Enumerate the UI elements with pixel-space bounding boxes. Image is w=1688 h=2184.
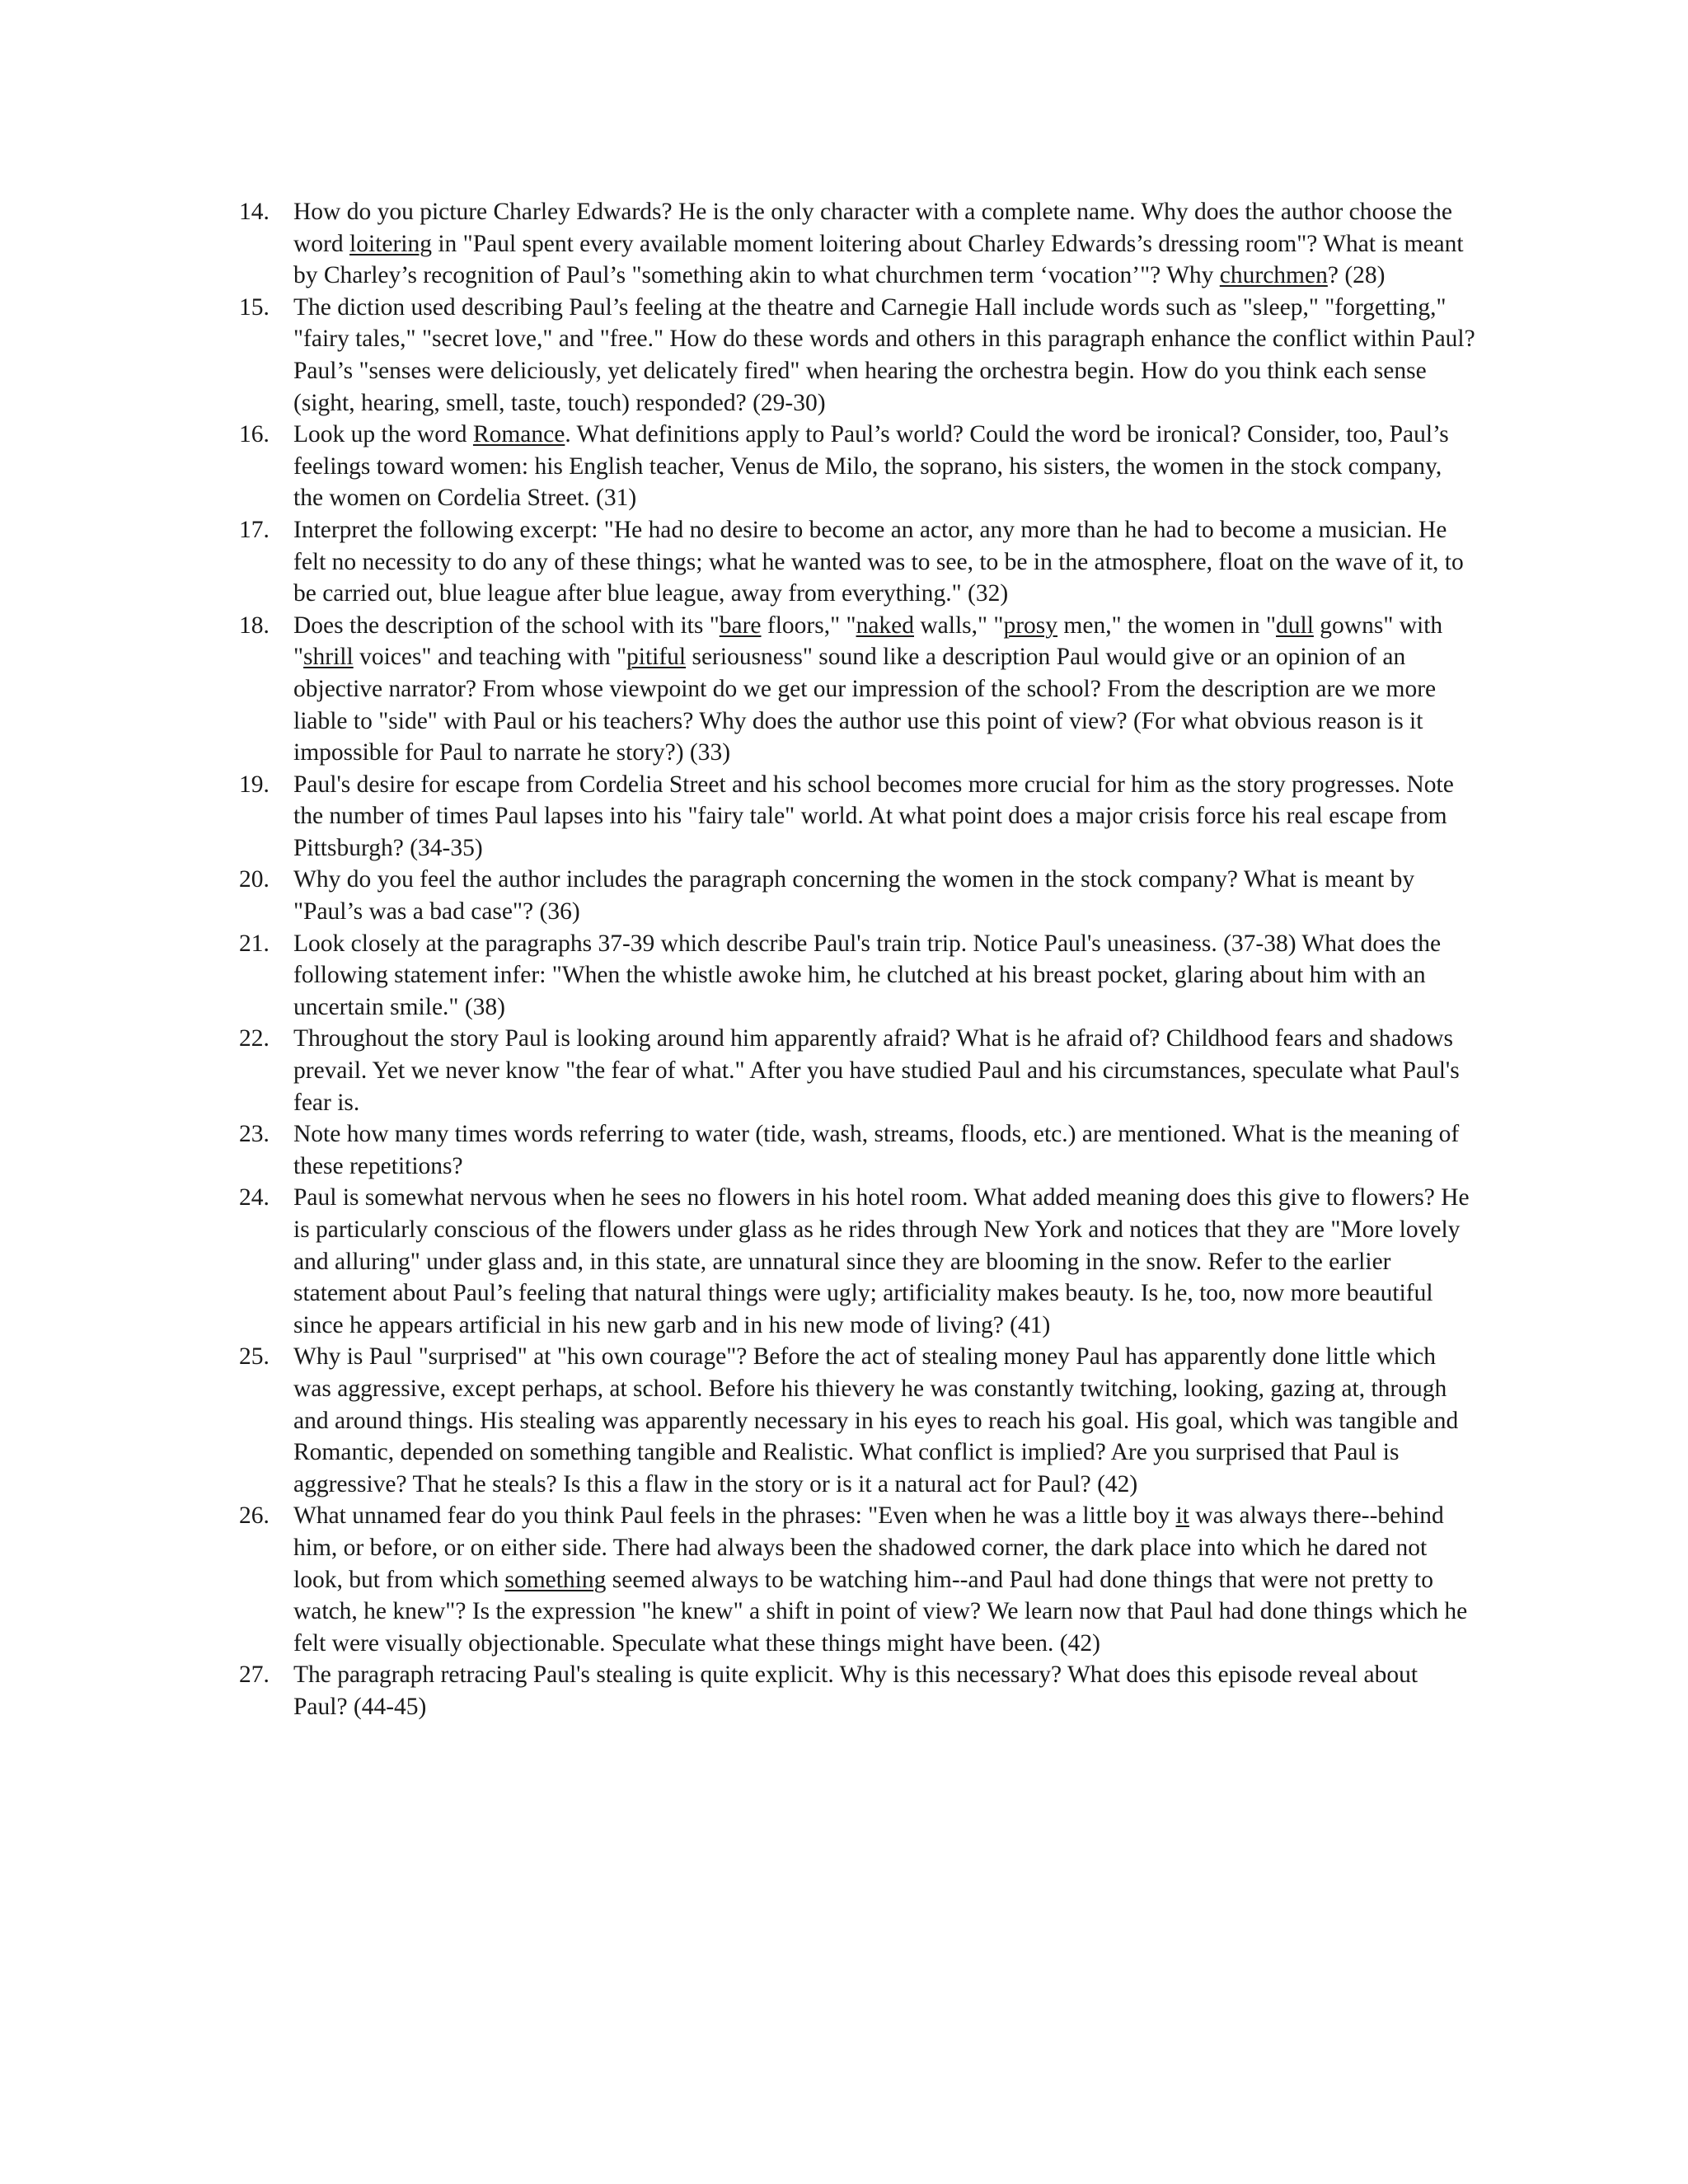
question-text-segment: Interpret the following excerpt: "He had no desire to become an actor, any more than he had to become a musician. He felt no necessity to do any of these things; what he wanted was to see, to be in the atmosphere, float on the wave of it, to be carried out, blue league after blue league, away from everything." (32) xyxy=(293,516,1464,607)
question-text xyxy=(293,1023,1475,1118)
question-text-segment: How do you picture Charley Edwards? He is the only character with a complete name. Why does the author choose the word xyxy=(293,199,1452,257)
question-item xyxy=(239,928,1475,1024)
question-item xyxy=(239,610,1475,769)
question-text xyxy=(293,1182,1475,1341)
question-text xyxy=(293,769,1475,865)
question-text-segment: ? (28) xyxy=(1327,262,1386,289)
question-number: 22. xyxy=(239,1025,270,1052)
question-text xyxy=(293,1500,1475,1659)
question-text-segment: seriousness" sound like a description Paul would give or an opinion of an objective narrator? From whose viewpoint do we get our impression of the school? From the description are we more liable to "side" with Paul or his teachers? Why does the author use this point of view? (For what obvious reason is it impossible for Paul to narrate he story?) (33) xyxy=(293,644,1437,766)
question-item xyxy=(239,864,1475,927)
question-text xyxy=(293,292,1475,419)
question-number: 27. xyxy=(239,1661,270,1689)
question-text-segment: Why do you feel the author includes the paragraph concerning the women in the stock company? What is meant by "Paul’s was a bad case"? (36) xyxy=(293,866,1415,926)
question-text-segment: Throughout the story Paul is looking around him apparently afraid? What is he afraid of? Childhood fears and shadows prevail. Yet we never know "the fear of what." After you have studied Paul and his circumstances, speculate what Paul's fear is. xyxy=(293,1025,1460,1116)
question-number: 24. xyxy=(239,1184,270,1212)
question-item xyxy=(239,419,1475,514)
underlined-term: loitering xyxy=(349,230,432,257)
question-text xyxy=(293,1118,1475,1182)
question-text xyxy=(293,610,1475,769)
question-item xyxy=(239,1118,1475,1182)
question-item xyxy=(239,769,1475,865)
question-text-segment: gowns" with " xyxy=(293,612,1443,671)
underlined-term: dull xyxy=(1276,612,1314,639)
question-text-segment: Paul is somewhat nervous when he sees no flowers in his hotel room. What added meaning does this give to flowers? He is particularly conscious of the flowers under glass as he rides through New York and notices that they are "More lovely and alluring" under glass and, in this state, are unnatural since they are blooming in the snow. Refer to the earlier statement about Paul’s feeling that natural things were ugly; artificiality makes beauty. Is he, too, now more beautiful since he appears artificial in his new garb and in his new mode of living? (41) xyxy=(293,1184,1470,1338)
underlined-term: pitiful xyxy=(626,644,687,671)
question-number: 23. xyxy=(239,1121,270,1148)
question-number: 21. xyxy=(239,930,270,957)
question-text xyxy=(293,196,1475,292)
question-number: 14. xyxy=(239,199,270,225)
underlined-term: naked xyxy=(856,612,914,639)
question-text-segment: in "Paul spent every available moment loitering about Charley Edwards’s dressing room"? What is meant by Charley’s recognition of Paul’s "something akin to what churchmen term ‘vocation’"? Why xyxy=(293,230,1464,289)
question-text-segment: voices" and teaching with " xyxy=(353,644,626,671)
question-item xyxy=(239,292,1475,419)
question-text xyxy=(293,928,1475,1024)
question-item xyxy=(239,1500,1475,1659)
question-item xyxy=(239,196,1475,292)
question-item xyxy=(239,514,1475,610)
question-text-segment: seemed always to be watching him--and Paul had done things that were not pretty to watch, he knew"? Is the expression "he knew" a shift in point of view? We learn now that Paul had done things which he felt were visually objectionable. Speculate what these things might have been. (42) xyxy=(293,1566,1468,1657)
underlined-term: churchmen xyxy=(1219,262,1328,289)
question-text-segment: Look up the word xyxy=(293,421,473,448)
question-text-segment: Why is Paul "surprised" at "his own courage"? Before the act of stealing money Paul has apparently done little which was aggressive, except perhaps, at school. Before his thievery he was constantly twitching, looking, gazing at, through and around things. His stealing was apparently necessary in his eyes to reach his goal. His goal, which was tangible and Romantic, depended on something tangible and Realistic. What conflict is implied? Are you surprised that Paul is aggressive? That he steals? Is this a flaw in the story or is it a natural act for Paul? (42) xyxy=(293,1343,1459,1497)
question-text-segment: walls," " xyxy=(914,612,1004,639)
question-number: 19. xyxy=(239,771,270,798)
underlined-term: bare xyxy=(719,612,762,639)
question-text-segment: floors," " xyxy=(761,612,856,639)
underlined-term: shrill xyxy=(303,644,354,671)
question-text-segment: The paragraph retracing Paul's stealing is quite explicit. Why is this necessary? What does this episode reveal about Paul? (44-45) xyxy=(293,1661,1418,1720)
underlined-term: it xyxy=(1175,1502,1189,1530)
question-text xyxy=(293,1659,1475,1722)
question-text-segment: . What definitions apply to Paul’s world? Could the word be ironical? Consider, too, Paul’s feelings toward women: his English teacher, Venus de Milo, the soprano, his sisters, the women in the stock company, the women on Cordelia Street. (31) xyxy=(293,421,1449,512)
question-number: 20. xyxy=(239,866,270,893)
question-text-segment: Paul's desire for escape from Cordelia Street and his school becomes more crucial for him as the story progresses. Note the number of times Paul lapses into his "fairy tale" world. At what point does a major crisis force his real escape from Pittsburgh? (34-35) xyxy=(293,771,1454,861)
question-item xyxy=(239,1023,1475,1118)
question-text-segment: Does the description of the school with its " xyxy=(293,612,720,639)
question-number: 18. xyxy=(239,612,270,639)
question-text xyxy=(293,514,1475,610)
question-text-segment: Note how many times words referring to water (tide, wash, streams, floods, etc.) are mentioned. What is the meaning of these repetitions? xyxy=(293,1121,1460,1179)
question-item xyxy=(239,1341,1475,1500)
question-text-segment: was always there--behind him, or before, or on either side. There had always been the shadowed corner, the dark place into which he dared not look, but from which xyxy=(293,1502,1444,1593)
question-text-segment: men," the women in " xyxy=(1057,612,1276,639)
question-item xyxy=(239,1182,1475,1341)
question-list xyxy=(239,196,1475,1723)
question-number: 16. xyxy=(239,421,270,448)
question-number: 15. xyxy=(239,293,270,321)
question-text xyxy=(293,419,1475,514)
question-number: 17. xyxy=(239,516,270,543)
question-text-segment: What unnamed fear do you think Paul feels in the phrases: "Even when he was a little boy xyxy=(293,1502,1176,1530)
question-number: 25. xyxy=(239,1343,270,1371)
question-text-segment: Look closely at the paragraphs 37-39 which describe Paul's train trip. Notice Paul's uneasiness. (37-38) What does the following statement infer: "When the whistle awoke him, he clutched at his breast pocket, glaring about him with an uncertain smile." (38) xyxy=(293,930,1442,1020)
underlined-term: Romance xyxy=(472,421,565,448)
question-item xyxy=(239,1659,1475,1722)
underlined-term: something xyxy=(504,1566,607,1593)
question-number: 26. xyxy=(239,1502,270,1530)
question-text-segment: The diction used describing Paul’s feeling at the theatre and Carnegie Hall include words such as "sleep," "forgetting," "fairy tales," "secret love," and "free." How do these words and others in this paragraph enhance the conflict within Paul? Paul’s "senses were deliciously, yet delicately fired" when hearing the orchestra begin. How do you think each sense (sight, hearing, smell, taste, touch) responded? (29-30) xyxy=(293,293,1475,416)
underlined-term: prosy xyxy=(1003,612,1058,639)
question-text xyxy=(293,1341,1475,1500)
question-text xyxy=(293,864,1475,927)
